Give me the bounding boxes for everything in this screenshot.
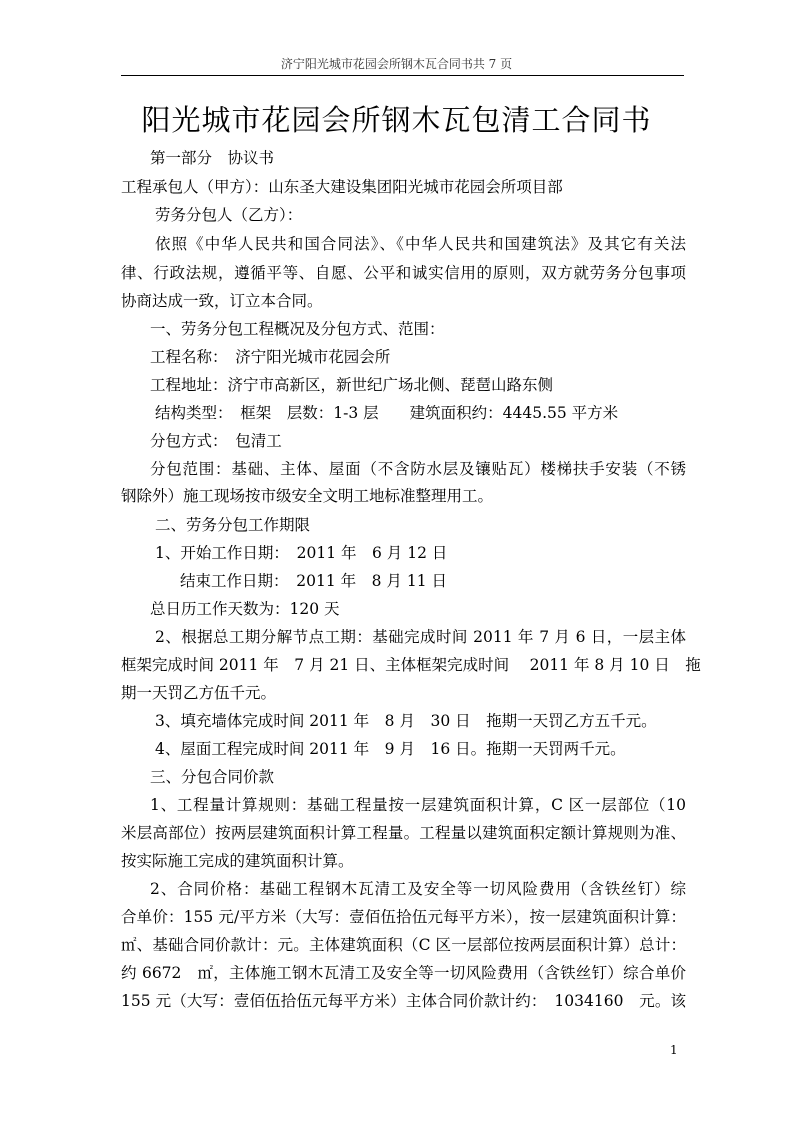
clause-heading: 二、劳务分包工作期限 bbox=[155, 516, 311, 534]
contract-price: 2、合同价格：基础工程钢木瓦清工及安全等一切风险费用（含铁丝钉）综 bbox=[150, 880, 686, 898]
subcontractor-line: 劳务分包人（乙方）： bbox=[155, 206, 303, 224]
infill-wall-milestone: 3、填充墙体完成时间 2011 年 8 月 30 日 拖期一天罚乙方五千元。 bbox=[155, 712, 657, 730]
subcontract-method: 分包方式： 包清工 bbox=[150, 432, 282, 450]
header-divider bbox=[121, 75, 684, 76]
subcontract-scope: 分包范围：基础、主体、屋面（不含防水层及镶贴瓦）楼梯扶手安装（不锈 bbox=[150, 460, 686, 478]
paragraph-line: 律、行政法规，遵循平等、自愿、公平和诚实信用的原则，双方就劳务分包事项 bbox=[121, 264, 686, 282]
paragraph-line: 依照《中华人民共和国合同法》、《中华人民共和国建筑法》及其它有关法 bbox=[155, 235, 686, 253]
contract-price: 约 6672 ㎡，主体施工钢木瓦清工及安全等一切风险费用（含铁丝钉）综合单价 bbox=[121, 964, 686, 982]
contractor-line: 工程承包人（甲方）：山东圣大建设集团阳光城市花园会所项目部 bbox=[121, 178, 563, 196]
clause-heading: 三、分包合同价款 bbox=[150, 768, 275, 786]
milestone-line: 框架完成时间 2011 年 7 月 21 日、主体框架完成时间 2011 年 8 月 10 日 拖 bbox=[121, 656, 701, 674]
quantity-rule: 按实际施工完成的建筑面积计算。 bbox=[121, 852, 354, 870]
end-date: 结束工作日期： 2011 年 8 月 11 日 bbox=[180, 572, 447, 590]
document-title: 阳光城市花园会所钢木瓦包清工合同书 bbox=[141, 103, 652, 137]
clause-heading: 一、劳务分包工程概况及分包方式、范围： bbox=[150, 320, 445, 338]
paragraph-line: 协商达成一致，订立本合同。 bbox=[121, 292, 323, 310]
structure-type: 结构类型： 框架 层数：1-3 层 建筑面积约：4445.55 平方米 bbox=[155, 404, 619, 422]
total-days: 总日历工作天数为：120 天 bbox=[150, 600, 340, 618]
quantity-rule: 1、工程量计算规则：基础工程量按一层建筑面积计算，C 区一层部位（10 bbox=[150, 796, 686, 814]
contract-price: 合单价：155 元/平方米（大写：壹佰伍拾伍元每平方米），按一层建筑面积计算： bbox=[121, 908, 686, 926]
project-address: 工程地址：济宁市高新区，新世纪广场北侧、琵琶山路东侧 bbox=[150, 376, 554, 394]
section-heading: 第一部分 协议书 bbox=[150, 149, 275, 167]
page-number: 1 bbox=[670, 1043, 678, 1057]
contract-price: 155 元（大写：壹佰伍拾伍元每平方米）主体合同价款计约： 1034160 元。该 bbox=[121, 992, 686, 1010]
project-name: 工程名称： 济宁阳光城市花园会所 bbox=[150, 348, 391, 366]
start-date: 1、开始工作日期： 2011 年 6 月 12 日 bbox=[155, 544, 448, 562]
milestone-line: 2、根据总工期分解节点工期：基础完成时间 2011 年 7 月 6 日，一层主体 bbox=[155, 628, 686, 646]
quantity-rule: 米层高部位）按两层建筑面积计算工程量。工程量以建筑面积定额计算规则为准、 bbox=[121, 824, 686, 842]
milestone-line: 期一天罚乙方伍千元。 bbox=[121, 684, 277, 702]
subcontract-scope-cont: 钢除外）施工现场按市级安全文明工地标准整理用工。 bbox=[121, 487, 494, 505]
running-header: 济宁阳光城市花园会所钢木瓦合同书共 7 页 bbox=[280, 57, 513, 71]
roof-milestone: 4、屋面工程完成时间 2011 年 9 月 16 日。拖期一天罚两千元。 bbox=[155, 740, 626, 758]
contract-price: ㎡、基础合同价款计：元。主体建筑面积（C 区一层部位按两层面积计算）总计： bbox=[121, 936, 686, 954]
